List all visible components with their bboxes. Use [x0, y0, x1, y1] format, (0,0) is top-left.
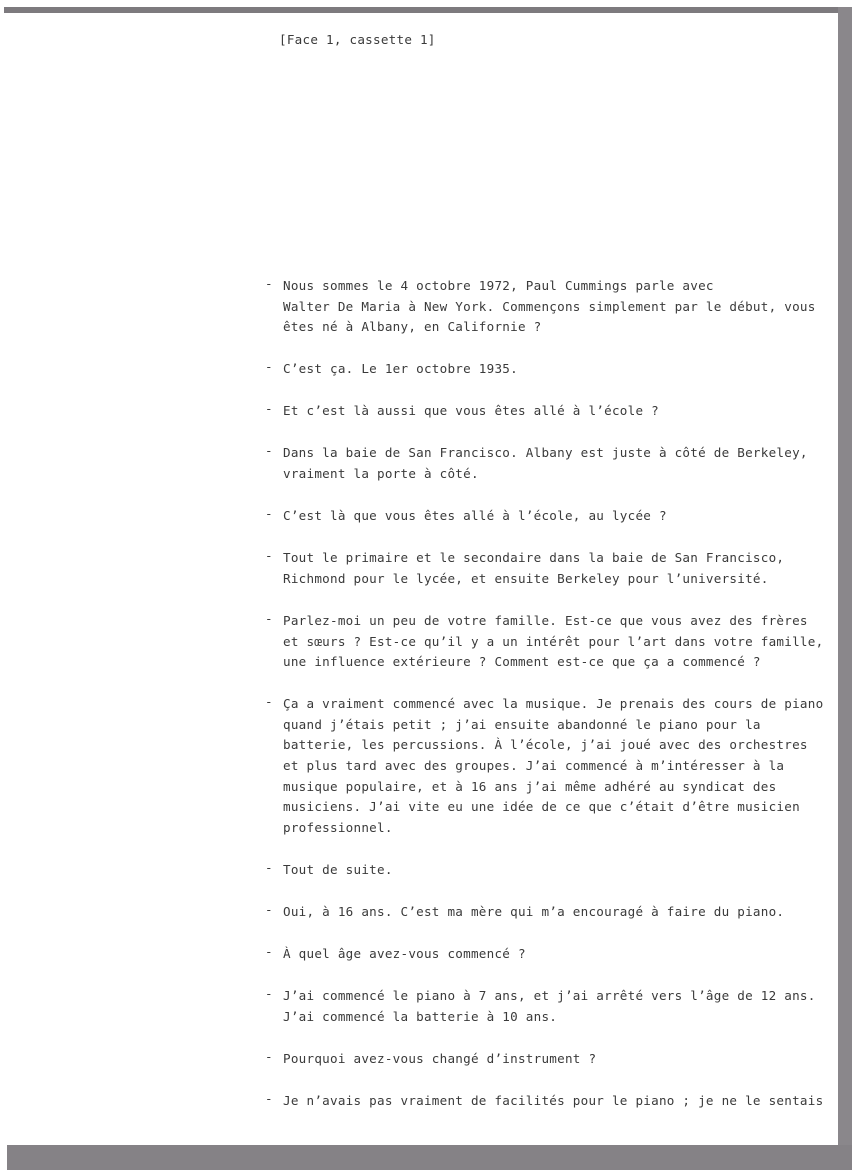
dialogue-dash: -: [265, 401, 273, 417]
transcript-line: C’est là que vous êtes allé à l’école, au lycée ?: [283, 508, 667, 524]
interviewer-question: [265, 506, 825, 527]
dialogue-dash: -: [265, 694, 273, 710]
transcript-line: J’ai commencé le piano à 7 ans, et j’ai arrêté vers l’âge de 12 ans.: [283, 988, 816, 1004]
transcript-line: Pourquoi avez-vous changé d’instrument ?: [283, 1050, 597, 1066]
interviewer-question: [265, 944, 825, 965]
transcript-line: Tout le primaire et le secondaire dans la baie de San Francisco,: [283, 550, 785, 566]
transcript-line: Je n’avais pas vraiment de facilités pour le piano ; je ne le sentais: [283, 1092, 824, 1108]
transcript-line: Et c’est là aussi que vous êtes allé à l’école ?: [283, 403, 659, 419]
artist-answer: [265, 694, 825, 838]
dialogue-dash: -: [265, 944, 273, 960]
interviewer-question: [265, 401, 825, 422]
dialogue-dash: -: [265, 901, 273, 917]
interviewer-question: [265, 1049, 825, 1070]
transcript-line: J’ai commencé la batterie à 10 ans.: [283, 1008, 558, 1024]
dialogue-dash: -: [265, 443, 273, 459]
interviewer-question: [265, 276, 825, 338]
artist-answer: [265, 1091, 825, 1112]
transcript-line: batterie, les percussions. À l’école, j’ai joué avec des orchestres: [283, 737, 808, 753]
transcript-line: Tout de suite.: [283, 861, 393, 877]
transcript-line: Dans la baie de San Francisco. Albany est juste à côté de Berkeley,: [283, 445, 808, 461]
artist-answer: [265, 986, 825, 1027]
transcript-line: Richmond pour le lycée, et ensuite Berkeley pour l’université.: [283, 570, 769, 586]
scanner-frame-bottom: [7, 1145, 852, 1170]
transcript-line: vraiment la porte à côté.: [283, 466, 479, 482]
transcript-line: C’est ça. Le 1er octobre 1935.: [283, 361, 518, 377]
dialogue-dash: -: [265, 859, 273, 875]
artist-answer: [265, 548, 825, 589]
artist-answer: [265, 443, 825, 484]
interview-transcript: [265, 276, 825, 1133]
transcript-line: musique populaire, et à 16 ans j’ai même adhéré au syndicat des: [283, 778, 777, 794]
transcript-line: Ça a vraiment commencé avec la musique. Je prenais des cours de piano: [283, 696, 824, 712]
transcript-line: Parlez-moi un peu de votre famille. Est-ce que vous avez des frères: [283, 612, 808, 628]
transcript-line: et plus tard avec des groupes. J’ai commencé à m’intéresser à la: [283, 758, 785, 773]
dialogue-dash: -: [265, 986, 273, 1002]
dialogue-dash: -: [265, 610, 273, 626]
transcript-line: À quel âge avez-vous commencé ?: [283, 946, 526, 962]
dialogue-dash: -: [265, 276, 273, 291]
tape-side-note: [Face 1, cassette 1]: [279, 32, 436, 47]
dialogue-dash: -: [265, 1090, 273, 1106]
transcript-line: êtes né à Albany, en Californie ?: [283, 319, 542, 335]
transcript-line: quand j’étais petit ; j’ai ensuite abandonné le piano pour la: [283, 716, 761, 732]
transcript-line: une influence extérieure ? Comment est-ce que ça a commencé ?: [283, 654, 761, 670]
scanner-frame-right: [838, 7, 852, 1170]
dialogue-dash: -: [265, 359, 273, 375]
transcript-line: musiciens. J’ai vite eu une idée de ce que c’était d’être musicien: [283, 799, 800, 815]
artist-answer: [265, 902, 825, 923]
interviewer-question: [265, 611, 825, 673]
dialogue-dash: -: [265, 1048, 273, 1064]
transcript-line: et sœurs ? Est-ce qu’il y a un intérêt pour l’art dans votre famille,: [283, 633, 824, 649]
transcript-line: Oui, à 16 ans. C’est ma mère qui m’a encouragé à faire du piano.: [283, 903, 785, 919]
transcript-line: Walter De Maria à New York. Commençons simplement par le début, vous: [283, 298, 816, 314]
interviewer-question: [265, 860, 825, 881]
dialogue-dash: -: [265, 548, 273, 564]
transcript-line: professionnel.: [283, 819, 393, 835]
artist-answer: [265, 359, 825, 380]
dialogue-dash: -: [265, 506, 273, 522]
transcript-line: Nous sommes le 4 octobre 1972, Paul Cummings parle avec: [283, 278, 714, 293]
